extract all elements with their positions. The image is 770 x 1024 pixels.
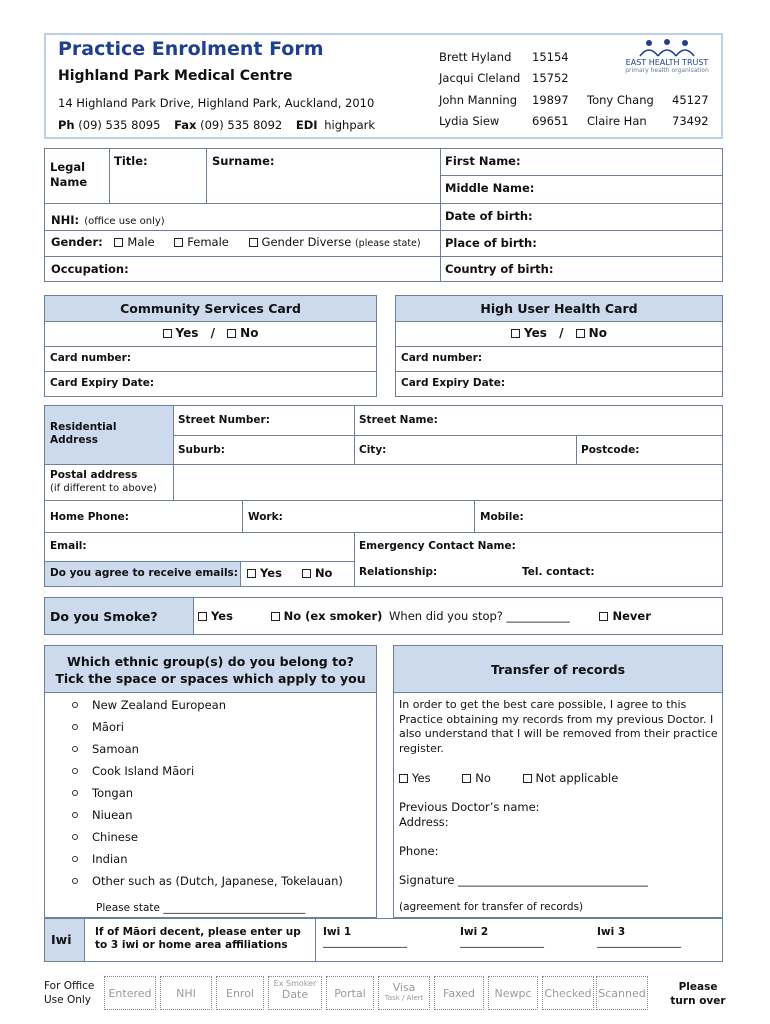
ethnic-title-1: Which ethnic group(s) do you belong to? <box>67 654 354 669</box>
transfer-yes-checkbox[interactable]: Yes <box>399 771 431 785</box>
office-checked-box: Checked <box>542 976 594 1010</box>
iwi-2-field[interactable]: Iwi 2 ________________ <box>460 926 544 948</box>
doctor-name: Tony Chang <box>587 93 654 107</box>
smoke-question: Do you Smoke? <box>50 609 158 624</box>
iwi-instruction: If of Māori decent, please enter up to 3 iwi or home area affiliations <box>95 926 301 951</box>
postcode-field[interactable]: Postcode: <box>581 444 640 456</box>
legal-name-label: Legal Name <box>50 160 88 189</box>
relationship-field[interactable]: Relationship: <box>359 566 438 578</box>
occupation-field[interactable]: Occupation: <box>51 262 129 276</box>
gender-diverse-checkbox[interactable]: Gender Diverse <box>249 235 352 249</box>
office-faxed-box: Faxed <box>434 976 484 1010</box>
street-name-field[interactable]: Street Name: <box>359 414 438 426</box>
huhc-title: High User Health Card <box>480 301 638 316</box>
office-visa-box: Visa Task / Alert <box>378 976 430 1010</box>
work-phone-field[interactable]: Work: <box>248 511 283 523</box>
ethnic-option[interactable]: Tongan <box>72 786 133 800</box>
smoke-yes-checkbox[interactable]: Yes <box>198 609 233 623</box>
fax-value: (09) 535 8092 <box>200 118 283 132</box>
doctor-name: Claire Han <box>587 114 647 128</box>
title-field[interactable]: Title: <box>114 154 148 168</box>
doctor-name: Jacqui Cleland <box>439 71 521 85</box>
nhi-field[interactable] <box>51 209 165 228</box>
doctor-code: 15752 <box>532 71 569 85</box>
city-field[interactable]: City: <box>359 444 387 456</box>
logo-text: EAST HEALTH TRUST <box>625 58 709 67</box>
gender-label: Gender: <box>51 235 103 249</box>
smoke-ex-checkbox[interactable]: No (ex smoker) <box>271 609 383 623</box>
huhc-yes-no: Yes / No <box>395 326 723 340</box>
signature-field[interactable]: Signature _________________________________ <box>399 873 648 887</box>
practice-name: Highland Park Medical Centre <box>58 68 293 84</box>
edi-label: EDI <box>295 118 318 132</box>
nhi-label: NHI: <box>51 213 80 227</box>
practice-address: 14 Highland Park Drive, Highland Park, Auckland, 2010 <box>58 96 375 110</box>
agreement-note: (agreement for transfer of records) <box>399 901 584 913</box>
place-of-birth-field[interactable]: Place of birth: <box>445 236 537 250</box>
people-logo-icon <box>637 38 697 58</box>
doctor-code: 45127 <box>672 93 709 107</box>
fax-label: Fax <box>174 118 197 132</box>
doctor-code: 73492 <box>672 114 709 128</box>
practice-contact <box>58 118 375 132</box>
postal-address-note: (if different to above) <box>50 483 157 494</box>
smoke-options <box>198 609 651 623</box>
street-number-field[interactable]: Street Number: <box>178 414 270 426</box>
office-entered-box: Entered <box>104 976 156 1010</box>
iwi-1-field[interactable]: Iwi 1 ________________ <box>323 926 407 948</box>
edi-value: highpark <box>324 118 376 132</box>
prev-address-field[interactable]: Address: <box>399 815 449 829</box>
gender-female-checkbox[interactable]: Female <box>174 235 229 249</box>
form-title: Practice Enrolment Form <box>58 38 324 60</box>
office-date-box: Ex Smoker Date <box>268 976 322 1010</box>
prev-phone-field[interactable]: Phone: <box>399 844 439 858</box>
ethnic-option[interactable]: New Zealand European <box>72 698 226 712</box>
transfer-options <box>399 771 618 785</box>
office-nhi-box: NHI <box>160 976 212 1010</box>
ethnic-option[interactable]: Māori <box>72 720 124 734</box>
emergency-contact-field[interactable]: Emergency Contact Name: <box>359 540 516 552</box>
transfer-no-checkbox[interactable]: No <box>462 771 491 785</box>
residential-address-label: Residential Address <box>50 421 117 446</box>
doctor-code: 69651 <box>532 114 569 128</box>
ethnic-option[interactable]: Samoan <box>72 742 139 756</box>
please-turn-over: Please turn over <box>670 981 726 1007</box>
ethnic-option[interactable]: Chinese <box>72 830 138 844</box>
gender-row <box>51 235 421 249</box>
csc-yes-checkbox[interactable]: Yes <box>163 326 199 340</box>
csc-no-checkbox[interactable]: No <box>227 326 258 340</box>
huhc-expiry-field[interactable]: Card Expiry Date: <box>401 377 506 389</box>
doctor-name: Lydia Siew <box>439 114 500 128</box>
middle-name-field[interactable]: Middle Name: <box>445 181 535 195</box>
emails-no-checkbox[interactable]: No <box>302 566 333 580</box>
country-of-birth-field[interactable]: Country of birth: <box>445 262 554 276</box>
transfer-na-checkbox[interactable]: Not applicable <box>523 771 619 785</box>
ph-value: (09) 535 8095 <box>78 118 161 132</box>
ethnic-option[interactable]: Cook Island Māori <box>72 764 194 778</box>
prev-doctor-field[interactable]: Previous Doctor’s name: <box>399 800 540 814</box>
office-newpc-box: Newpc <box>488 976 538 1010</box>
tel-contact-field[interactable]: Tel. contact: <box>522 566 595 578</box>
csc-expiry-field[interactable]: Card Expiry Date: <box>50 377 155 389</box>
logo-sub: primary health organisation <box>625 67 709 74</box>
postal-address-field[interactable] <box>174 465 722 499</box>
surname-field[interactable]: Surname: <box>212 154 275 168</box>
smoke-when-field[interactable]: When did you stop? ___________ <box>389 609 570 623</box>
gender-note: (please state) <box>354 238 421 249</box>
postal-address-label: Postal address <box>50 469 138 481</box>
huhc-yes-checkbox[interactable]: Yes <box>511 326 547 340</box>
doctor-code: 19897 <box>532 93 569 107</box>
office-scanned-box: Scanned <box>596 976 648 1010</box>
transfer-title: Transfer of records <box>490 662 626 677</box>
nhi-note: (office use only) <box>84 216 165 227</box>
home-phone-field[interactable]: Home Phone: <box>50 511 129 523</box>
first-name-field[interactable]: First Name: <box>445 154 521 168</box>
ethnic-option[interactable]: Other such as (Dutch, Japanese, Tokelauan) <box>72 874 343 888</box>
iwi-label: Iwi <box>51 932 72 947</box>
office-use-label: For Office Use Only <box>44 980 95 1006</box>
east-health-logo <box>622 38 712 80</box>
csc-yes-no: Yes / No <box>44 326 377 340</box>
transfer-text: In order to get the best care possible, I agree to this Practice obtaining my records from my previous Doctor. I also understand that I will be removed from their practice register. <box>399 698 718 755</box>
ethnic-option[interactable]: Niuean <box>72 808 133 822</box>
ethnic-please-state-field[interactable]: Please state ___________________________ <box>96 902 306 914</box>
doctor-name: John Manning <box>439 93 517 107</box>
email-field[interactable]: Email: <box>50 540 87 552</box>
doctor-code: 15154 <box>532 50 569 64</box>
ethnic-option[interactable]: Indian <box>72 852 128 866</box>
huhc-card-number-field[interactable]: Card number: <box>401 352 483 364</box>
ph-label: Ph <box>58 118 75 132</box>
huhc-no-checkbox[interactable]: No <box>576 326 607 340</box>
dob-field[interactable]: Date of birth: <box>445 209 533 223</box>
gender-male-checkbox[interactable]: Male <box>114 235 154 249</box>
office-portal-box: Portal <box>326 976 374 1010</box>
csc-card-number-field[interactable]: Card number: <box>50 352 132 364</box>
emails-yes-checkbox[interactable]: Yes <box>247 566 282 580</box>
suburb-field[interactable]: Suburb: <box>178 444 225 456</box>
ethnic-title-2: Tick the space or spaces which apply to you <box>55 671 366 686</box>
mobile-field[interactable]: Mobile: <box>480 511 524 523</box>
csc-title: Community Services Card <box>120 301 301 316</box>
agree-emails-options <box>247 566 332 580</box>
smoke-never-checkbox[interactable]: Never <box>599 609 650 623</box>
iwi-3-field[interactable]: Iwi 3 ________________ <box>597 926 681 948</box>
agree-emails-label: Do you agree to receive emails: <box>50 567 239 579</box>
doctor-name: Brett Hyland <box>439 50 512 64</box>
office-enrol-box: Enrol <box>216 976 264 1010</box>
